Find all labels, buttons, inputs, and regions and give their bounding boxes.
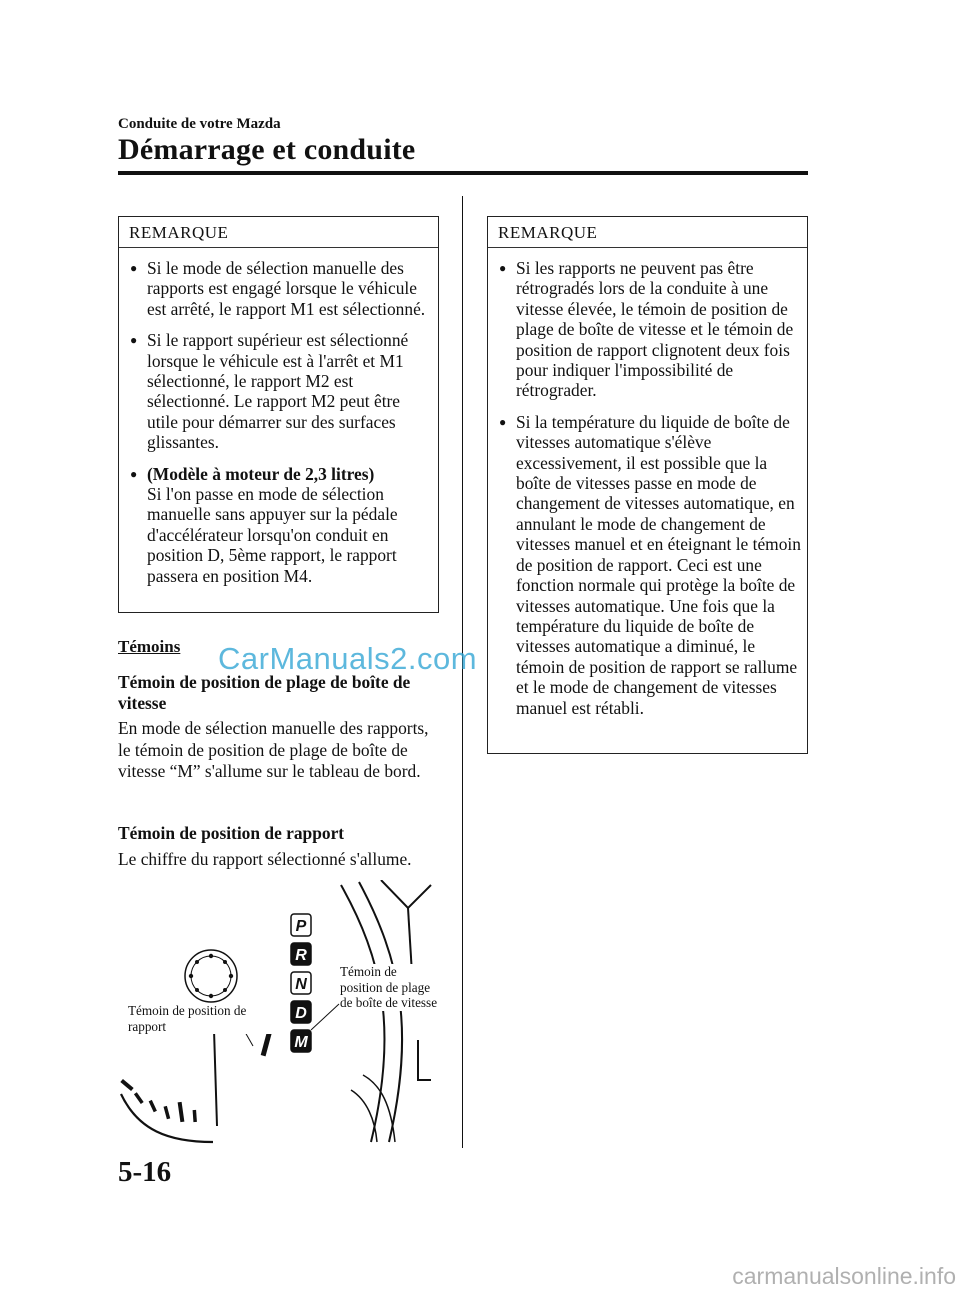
gear-letter-n: N <box>295 976 307 993</box>
section-label: Conduite de votre Mazda <box>118 116 281 132</box>
callout-gear-indicator: Témoin de position de rapport <box>128 1003 278 1034</box>
note-item: ● Si le rapport supérieur est sélectionné lorsque le véhicule est à l'arrêt et M1 sélectionné, le rapport M2 est sélectionné. Le rapport M2 peut être utile pour démarrer sur des surfaces glissantes. <box>130 330 409 453</box>
note-list <box>488 248 807 730</box>
header-rule <box>118 171 808 175</box>
callout-range-indicator: Témoin de position de plage de boîte de vitesse <box>340 964 440 1011</box>
note-item: ● Si la température du liquide de boîte de vitesses automatique s'élève excessivement, il est possible que la boîte de vitesses passe en mode de changement de vitesses automatique, en annulant le mode de changement de vitesses manuel et en éteignant le témoin de position de rapport. Ceci est une fonction normale qui protège la boîte de vitesses automatique. Une fois que la température du liquide de boîte de vitesses automatique a diminué, le témoin de position de rapport se rallume et le mode de changement de vitesses manuel est rétabli. <box>499 411 801 718</box>
note-box-left <box>118 216 439 613</box>
heading-range-indicator: Témoin de position de plage de boîte de vitesse <box>118 672 411 713</box>
paragraph-range-indicator: En mode de sélection manuelle des rapports, le témoin de position de plage de boîte de vitesse “M” s'allume sur le tableau de bord. <box>118 718 429 781</box>
bullet-icon: ● <box>130 261 138 275</box>
note-item: ● Si le mode de sélection manuelle des rapports est engagé lorsque le véhicule est arrêté, le rapport M1 est sélectionné. <box>130 258 426 319</box>
bullet-icon: ● <box>130 466 138 481</box>
note-item: ● (Modèle à moteur de 2,3 litres) Si l'on passe en mode de sélection manuelle sans appuyer sur la pédale d'accélérateur lorsqu'on conduit en position D, 5ème rapport, le rapport passera en position M4. <box>129 464 432 586</box>
bullet-icon: ● <box>130 333 138 348</box>
gear-letter-r: R <box>295 947 307 964</box>
note-title: REMARQUE <box>488 217 807 248</box>
note-item-lead: (Modèle à moteur de 2,3 litres) <box>147 463 375 484</box>
bullet-icon: ● <box>499 261 507 275</box>
footer-site-url: carmanualsonline.info <box>732 1263 956 1289</box>
section-subheading: Témoins <box>118 637 181 656</box>
chapter-title: Démarrage et conduite <box>118 133 416 166</box>
note-box-right <box>487 216 808 754</box>
note-title: REMARQUE <box>119 217 438 248</box>
gear-letter-p: P <box>295 918 307 935</box>
note-item: ● Si les rapports ne peuvent pas être rétrogradés lors de la conduite à une vitesse élevée, le témoin de position de plage de boîte de vitesse et le témoin de position de rapport clignotent deux fois pour indiquer l'impossibilité de rétrograder. <box>499 258 794 401</box>
gear-letter-m: M <box>294 1034 308 1051</box>
heading-gear-indicator: Témoin de position de rapport <box>118 823 345 843</box>
note-list <box>119 248 438 598</box>
paragraph-gear-indicator: Le chiffre du rapport sélectionné s'allume. <box>118 849 412 869</box>
page-number: 5-16 <box>118 1156 172 1188</box>
bullet-icon: ● <box>499 414 507 429</box>
gear-letter-d: D <box>295 1005 307 1022</box>
watermark: CarManuals2.com <box>218 641 478 676</box>
